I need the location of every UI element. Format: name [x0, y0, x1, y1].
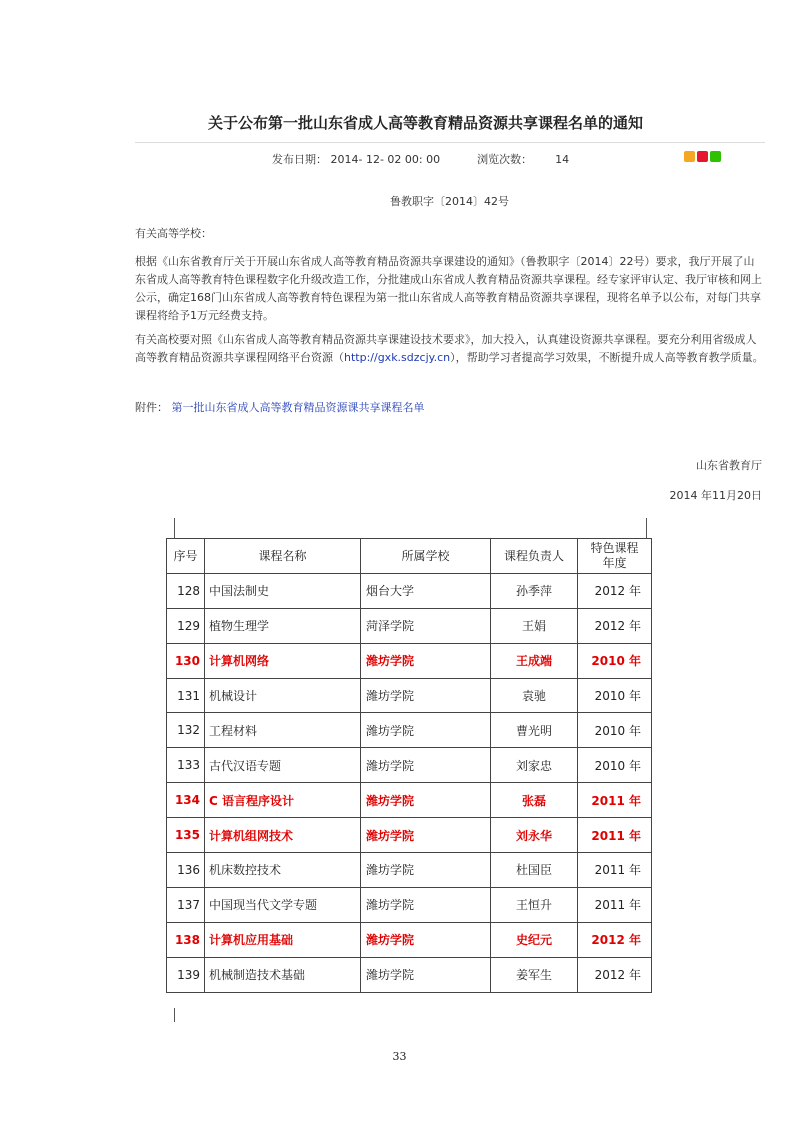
- cell-school: 潍坊学院: [361, 748, 491, 783]
- notice-meta: [272, 151, 569, 167]
- header-course-name: 课程名称: [205, 539, 361, 574]
- cell-no: 130: [167, 643, 205, 678]
- table-row: [167, 957, 652, 992]
- cell-lead: 孙季萍: [491, 573, 578, 608]
- title-divider: [135, 142, 765, 143]
- cell-lead: 杜国臣: [491, 853, 578, 888]
- views-count: 14: [555, 153, 570, 166]
- cell-course-name: 计算机组网技术: [205, 818, 361, 853]
- cell-school: 烟台大学: [361, 573, 491, 608]
- attachment-label: 附件：: [135, 401, 168, 414]
- crop-mark-right: [646, 518, 647, 538]
- table-row: [167, 853, 652, 888]
- cell-course-name: 中国现当代文学专题: [205, 887, 361, 922]
- cell-course-name: 工程材料: [205, 713, 361, 748]
- body-paragraph-2: [135, 331, 765, 367]
- header-year-line1: 特色课程: [590, 540, 639, 555]
- table-row: [167, 783, 652, 818]
- cell-lead: 张磊: [491, 783, 578, 818]
- cell-year: 2011 年: [578, 887, 652, 922]
- attachment-line: [135, 399, 425, 415]
- cell-lead: 王恒升: [491, 887, 578, 922]
- cell-lead: 王娟: [491, 608, 578, 643]
- cell-lead: 曹光明: [491, 713, 578, 748]
- cell-no: 138: [167, 922, 205, 957]
- cell-no: 131: [167, 678, 205, 713]
- cell-no: 129: [167, 608, 205, 643]
- header-no: 序号: [167, 539, 205, 574]
- cell-school: 潍坊学院: [361, 818, 491, 853]
- cell-year: 2012 年: [578, 957, 652, 992]
- table-row: [167, 608, 652, 643]
- cell-school: 潍坊学院: [361, 957, 491, 992]
- cell-school: 潍坊学院: [361, 783, 491, 818]
- cell-lead: 王成端: [491, 643, 578, 678]
- cell-lead: 史纪元: [491, 922, 578, 957]
- cell-year: 2010 年: [578, 643, 652, 678]
- page-number: 33: [392, 1050, 407, 1063]
- paragraph2-text-start: 有关高校要对照《山东省成人高等教育精品资源共享课建设技术要求》，加大投入，认真建设资源共享课程。要充分利用省级成人高等教育精品资源共享课程网络平台资源（: [135, 333, 757, 364]
- cell-course-name: 机械设计: [205, 678, 361, 713]
- share-bar: [684, 151, 721, 162]
- publish-date-label: 发布日期：: [272, 153, 327, 166]
- cell-course-name: 机床数控技术: [205, 853, 361, 888]
- cell-year: 2010 年: [578, 713, 652, 748]
- cell-course-name: 计算机应用基础: [205, 922, 361, 957]
- header-year: [578, 539, 652, 574]
- cell-no: 134: [167, 783, 205, 818]
- course-list-table: [166, 538, 652, 993]
- table-row: [167, 818, 652, 853]
- issuer-signature: 山东省教育厅: [696, 459, 762, 472]
- table-row: [167, 922, 652, 957]
- cell-course-name: 植物生理学: [205, 608, 361, 643]
- cell-school: 潍坊学院: [361, 853, 491, 888]
- platform-url-link[interactable]: http://gxk.sdzcjy.cn: [344, 351, 451, 364]
- cell-no: 139: [167, 957, 205, 992]
- cell-course-name: 古代汉语专题: [205, 748, 361, 783]
- body-paragraph-1: 根据《山东省教育厅关于开展山东省成人高等教育精品资源共享课建设的通知》（鲁教职字〔2014〕22号）要求，我厅开展了山东省成人高等教育特色课程数字化升级改造工作，分批建成山东省成人教育精品资源共享课程。经专家评审认定、我厅审核和网上公示，确定168门山东省成人高等教育特色课程为第一批山东省成人高等教育精品资源共享课程，现将名单予以公布，对每门共享课程将给予1万元经费支持。: [135, 255, 762, 322]
- attachment-link[interactable]: 第一批山东省成人高等教育精品资源课共享课程名单: [171, 401, 425, 414]
- cell-school: 菏泽学院: [361, 608, 491, 643]
- cell-lead: 刘永华: [491, 818, 578, 853]
- cell-no: 133: [167, 748, 205, 783]
- cell-year: 2011 年: [578, 853, 652, 888]
- table-row: [167, 573, 652, 608]
- notice-title: 关于公布第一批山东省成人高等教育精品资源共享课程名单的通知: [207, 114, 643, 132]
- issue-date: 2014 年11月20日: [669, 489, 762, 502]
- cell-year: 2012 年: [578, 922, 652, 957]
- weibo-icon[interactable]: [697, 151, 708, 162]
- cell-lead: 刘家忠: [491, 748, 578, 783]
- crop-mark-left: [174, 518, 175, 538]
- table-header-row: [167, 539, 652, 574]
- qzone-icon[interactable]: [684, 151, 695, 162]
- cell-school: 潍坊学院: [361, 887, 491, 922]
- publish-date-value: 2014- 12- 02 00: 00: [330, 153, 441, 166]
- table-row: [167, 678, 652, 713]
- cell-course-name: 中国法制史: [205, 573, 361, 608]
- cell-no: 135: [167, 818, 205, 853]
- cell-lead: 袁驰: [491, 678, 578, 713]
- crop-mark-bottom-left: [174, 1008, 175, 1022]
- header-year-line2: 年度: [602, 555, 627, 570]
- header-school: 所属学校: [361, 539, 491, 574]
- views-label: 浏览次数：: [477, 153, 533, 166]
- table-row: [167, 748, 652, 783]
- cell-lead: 姜军生: [491, 957, 578, 992]
- cell-school: 潍坊学院: [361, 643, 491, 678]
- document-number: 鲁教职字〔2014〕42号: [390, 195, 509, 208]
- cell-no: 128: [167, 573, 205, 608]
- cell-year: 2012 年: [578, 573, 652, 608]
- cell-school: 潍坊学院: [361, 922, 491, 957]
- cell-school: 潍坊学院: [361, 678, 491, 713]
- wechat-icon[interactable]: [710, 151, 721, 162]
- cell-school: 潍坊学院: [361, 713, 491, 748]
- paragraph2-text-end: ），帮助学习者提高学习效果，不断提升成人高等教育教学质量。: [450, 351, 764, 364]
- table-row: [167, 887, 652, 922]
- cell-no: 132: [167, 713, 205, 748]
- cell-course-name: C 语言程序设计: [205, 783, 361, 818]
- cell-year: 2011 年: [578, 818, 652, 853]
- cell-course-name: 机械制造技术基础: [205, 957, 361, 992]
- cell-year: 2011 年: [578, 783, 652, 818]
- cell-no: 137: [167, 887, 205, 922]
- salutation: 有关高等学校：: [135, 227, 212, 240]
- cell-no: 136: [167, 853, 205, 888]
- header-lead: 课程负责人: [491, 539, 578, 574]
- table-row: [167, 643, 652, 678]
- cell-year: 2010 年: [578, 678, 652, 713]
- cell-year: 2010 年: [578, 748, 652, 783]
- cell-year: 2012 年: [578, 608, 652, 643]
- table-row: [167, 713, 652, 748]
- cell-course-name: 计算机网络: [205, 643, 361, 678]
